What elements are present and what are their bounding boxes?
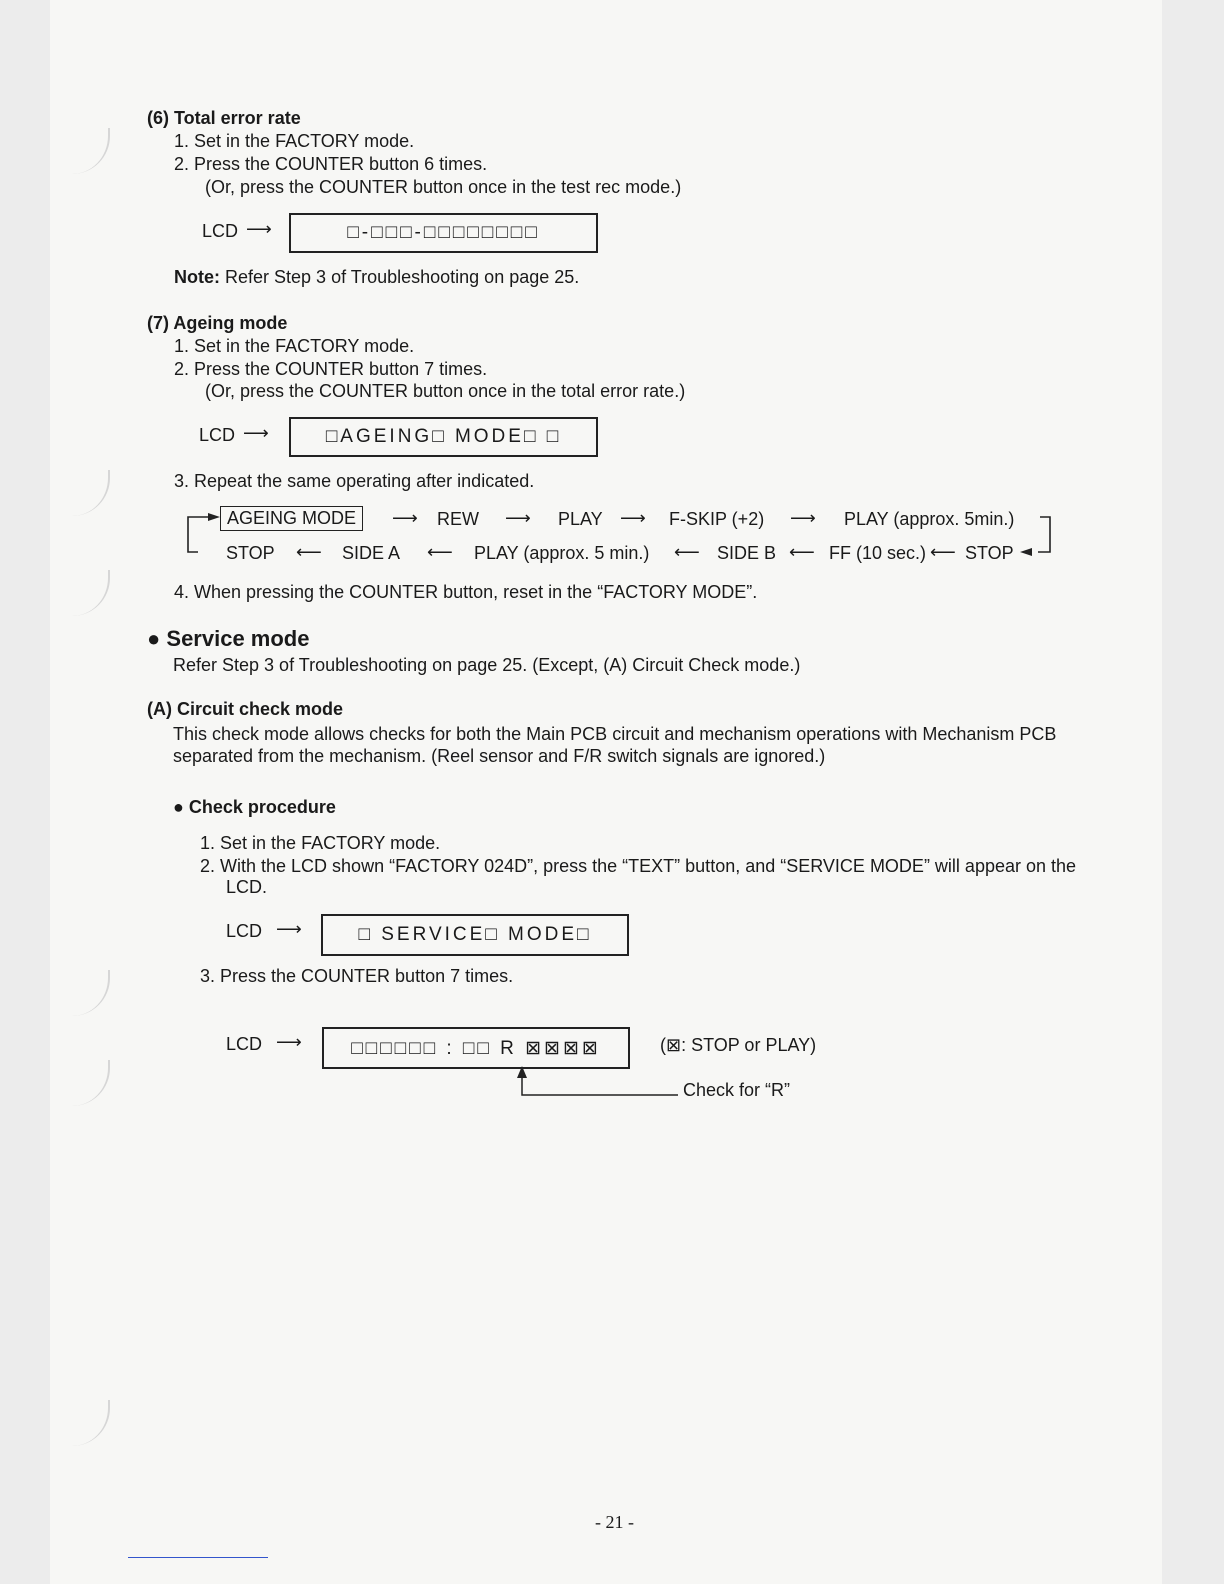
s6-step1: 1. Set in the FACTORY mode. <box>174 131 415 151</box>
arrow-left-icon: ⟵ <box>427 542 453 562</box>
check-procedure-heading: ● Check procedure <box>173 797 336 817</box>
service-mode-heading: ● Service mode <box>147 626 310 651</box>
proc-step1: 1. Set in the FACTORY mode. <box>200 833 441 853</box>
s7-step1: 1. Set in the FACTORY mode. <box>174 336 415 356</box>
proc-step2: 2. With the LCD shown “FACTORY 024D”, press the “TEXT” button, and “SERVICE MODE” will appear on the <box>200 856 1077 876</box>
note-label: Note: <box>174 267 220 287</box>
flow-side-a: SIDE A <box>342 543 401 563</box>
arrow-icon: ⟶ <box>276 1032 302 1052</box>
flow-stop-end: STOP <box>965 543 1014 563</box>
arrow-right-icon: ⟶ <box>505 508 531 528</box>
arrow-icon: ⟶ <box>246 219 272 239</box>
lcd-display-service-mode: □ SERVICE□ MODE□ <box>321 914 629 956</box>
arrow-right-icon: ⟶ <box>790 508 816 528</box>
arrow-right-icon: ⟶ <box>620 508 646 528</box>
flow-fskip: F-SKIP (+2) <box>669 509 765 529</box>
section-6-heading: (6) Total error rate <box>147 108 301 128</box>
section-7-heading: (7) Ageing mode <box>147 313 288 333</box>
lcd-display-counter: □□□□□□ : □□ R ⊠⊠⊠⊠ <box>322 1027 630 1069</box>
flow-ff: FF (10 sec.) <box>829 543 927 563</box>
lcd-legend: (⊠: STOP or PLAY) <box>660 1035 817 1055</box>
flow-play: PLAY <box>558 509 603 529</box>
arrow-left-icon: ⟵ <box>930 542 956 562</box>
flow-stop: STOP <box>226 543 275 563</box>
flow-ageing-mode: AGEING MODE <box>220 506 363 531</box>
s6-step2: 2. Press the COUNTER button 6 times. <box>174 154 488 174</box>
flow-play-5-min: PLAY (approx. 5 min.) <box>474 543 650 563</box>
lcd-label: LCD <box>202 221 239 241</box>
check-for-r-label: Check for “R” <box>683 1080 791 1100</box>
lcd-display-error-rate: □-□□□-□□□□□□□□ <box>289 213 598 253</box>
s7-step2: 2. Press the COUNTER button 7 times. <box>174 359 488 379</box>
s7-step2-note: (Or, press the COUNTER button once in the total error rate.) <box>205 381 686 401</box>
note-text: Refer Step 3 of Troubleshooting on page 25. <box>225 267 580 287</box>
page-number: - 21 - <box>595 1512 634 1532</box>
lcd-label: LCD <box>226 1034 263 1054</box>
circuit-check-text-1: This check mode allows checks for both the Main PCB circuit and mechanism operations with Mechanism PCB <box>173 724 1057 744</box>
s7-step4: 4. When pressing the COUNTER button, reset in the “FACTORY MODE”. <box>174 582 758 602</box>
arrow-left-icon: ⟵ <box>789 542 815 562</box>
circuit-check-heading: (A) Circuit check mode <box>147 699 344 719</box>
arrow-icon: ⟶ <box>243 423 269 443</box>
proc-step2-cont: LCD. <box>226 877 268 897</box>
arrow-icon: ⟶ <box>276 919 302 939</box>
proc-step3: 3. Press the COUNTER button 7 times. <box>200 966 514 986</box>
s6-step2-note: (Or, press the COUNTER button once in the test rec mode.) <box>205 177 682 197</box>
arrow-left-icon: ⟵ <box>296 542 322 562</box>
service-intro: Refer Step 3 of Troubleshooting on page 25. (Except, (A) Circuit Check mode.) <box>173 655 801 675</box>
check-r-pointer <box>510 1064 680 1100</box>
s6-note <box>174 267 579 288</box>
flow-play-5min: PLAY (approx. 5min.) <box>844 509 1015 529</box>
flow-side-b: SIDE B <box>717 543 777 563</box>
arrow-right-icon: ⟶ <box>392 508 418 528</box>
arrow-left-icon: ⟵ <box>674 542 700 562</box>
flow-rew: REW <box>437 509 479 529</box>
s7-step3: 3. Repeat the same operating after indicated. <box>174 471 535 491</box>
lcd-label: LCD <box>199 425 236 445</box>
circuit-check-text-2: separated from the mechanism. (Reel sensor and F/R switch signals are ignored.) <box>173 746 826 766</box>
footer-rule <box>128 1557 268 1558</box>
lcd-label: LCD <box>226 921 263 941</box>
lcd-display-ageing: □AGEING□ MODE□ □ <box>289 417 598 457</box>
